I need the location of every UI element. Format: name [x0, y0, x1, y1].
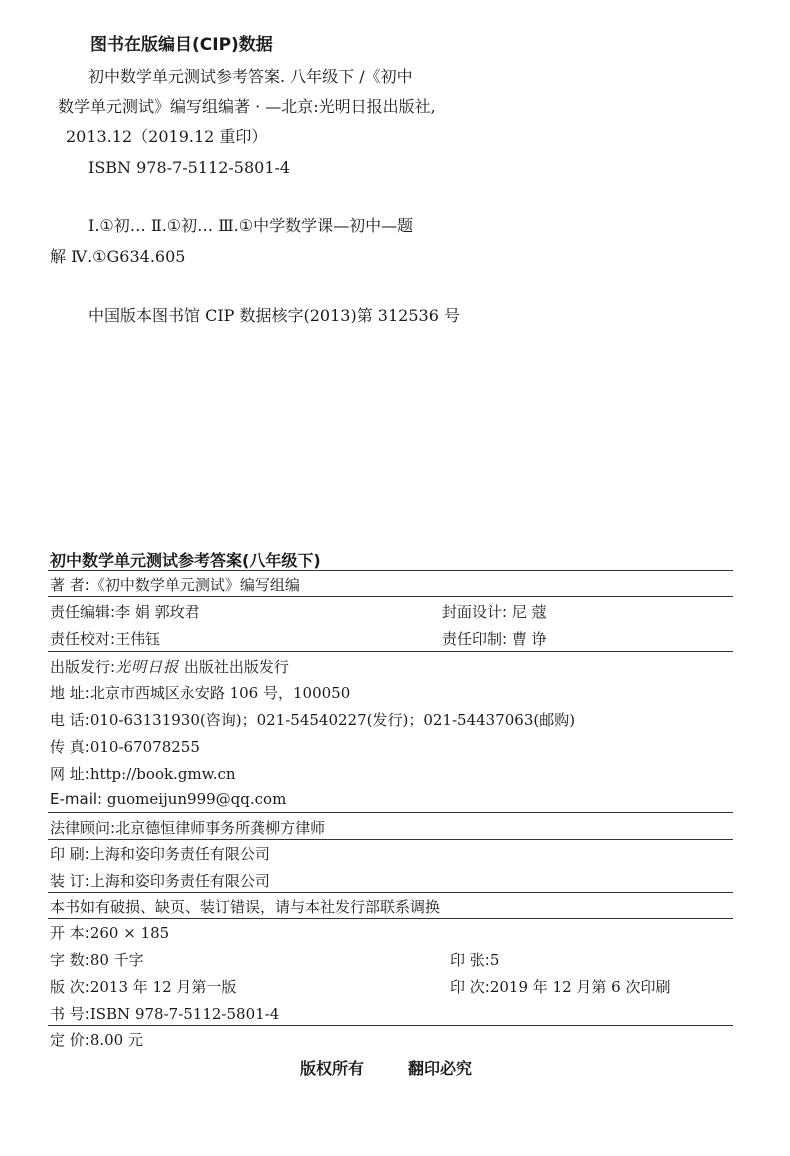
fax-value: 010-67078255 [89, 738, 200, 756]
words-value: 80 千字 [89, 951, 144, 969]
edition-label: 版 次: [50, 978, 90, 996]
impression-row [450, 976, 670, 997]
fax-label: 传 真: [50, 738, 90, 756]
email-row [50, 790, 286, 808]
author-label: 著 者: [50, 576, 90, 594]
divider [48, 651, 733, 652]
cip-line-3: 2013.12（2019.12 重印） [66, 127, 268, 146]
printer-row [50, 843, 270, 864]
words-row [50, 949, 144, 970]
isbn-row [50, 1003, 279, 1024]
legal-row [50, 817, 325, 838]
divider [48, 1025, 733, 1026]
proof-row [50, 628, 160, 649]
piracy-warning: 翻印必究 [408, 1059, 473, 1078]
impression-label: 印 次: [450, 978, 490, 996]
edition-row [50, 976, 236, 997]
publisher-row [50, 656, 289, 677]
divider [48, 839, 733, 840]
sheets-row [450, 949, 499, 970]
binder-row [50, 870, 270, 891]
proof-label: 责任校对: [50, 630, 116, 648]
author-row [50, 574, 300, 595]
binder-label: 装 订: [50, 872, 90, 890]
phone-value: 010-63131930(咨询)；021-54540227(发行)；021-54437063(邮购) [89, 711, 576, 729]
editor-value: 李 娟 郭玫君 [115, 603, 200, 621]
email-value: guomeijun999@qq.com [106, 790, 287, 808]
editor-row [50, 601, 200, 622]
print-chief-value: 曹 诤 [511, 630, 547, 648]
price-value: 8.00 元 [89, 1031, 143, 1049]
edition-value: 2013 年 12 月第一版 [89, 978, 237, 996]
email-label: E-mail: [50, 790, 103, 808]
format-value: 260 × 185 [89, 924, 170, 942]
legal-label: 法律顾问: [50, 819, 116, 837]
notice: 本书如有破损、缺页、装订错误，请与本社发行部联系调换 [50, 898, 441, 916]
web-label: 网 址: [50, 765, 90, 783]
cover-row [442, 601, 547, 622]
divider [48, 812, 733, 813]
book-title: 初中数学单元测试参考答案(八年级下) [50, 551, 321, 570]
address-label: 地 址: [50, 684, 90, 702]
sheets-value: 5 [489, 951, 500, 969]
publisher-value: 出版社出版发行 [183, 658, 289, 676]
printer-value: 上海和姿印务责任有限公司 [89, 845, 270, 863]
cip-isbn: ISBN 978-7-5112-5801-4 [88, 158, 291, 177]
price-label: 定 价: [50, 1031, 90, 1049]
cip-classification-cont: 解 Ⅳ.①G634.605 [50, 247, 186, 266]
editor-label: 责任编辑: [50, 603, 116, 621]
cip-line-1: 初中数学单元测试参考答案. 八年级下 /《初中 [88, 67, 413, 86]
cover-value: 尼 蔻 [511, 603, 547, 621]
address-value: 北京市西城区永安路 106 号，100050 [89, 684, 351, 702]
address-row [50, 682, 350, 703]
rights-reserved: 版权所有 [300, 1059, 365, 1078]
printer-label: 印 刷: [50, 845, 90, 863]
phone-label: 电 话: [50, 711, 90, 729]
words-label: 字 数: [50, 951, 90, 969]
publisher-label: 出版发行: [50, 658, 116, 676]
phone-row [50, 709, 575, 730]
sheets-label: 印 张: [450, 951, 490, 969]
legal-value: 北京德恒律师事务所龚柳方律师 [115, 819, 326, 837]
fax-row [50, 736, 200, 757]
print-chief-row [442, 628, 547, 649]
cover-label: 封面设计: [442, 603, 508, 621]
web-value: http://book.gmw.cn [89, 765, 236, 783]
isbn-label: 书 号: [50, 1005, 90, 1023]
format-label: 开 本: [50, 924, 90, 942]
format-row [50, 922, 169, 943]
divider [48, 570, 733, 571]
print-chief-label: 责任印制: [442, 630, 508, 648]
proof-value: 王伟钰 [115, 630, 161, 648]
cip-title: 图书在版编目(CIP)数据 [90, 35, 273, 55]
binder-value: 上海和姿印务责任有限公司 [89, 872, 270, 890]
cip-classification: Ⅰ.①初… Ⅱ.①初… Ⅲ.①中学数学课—初中—题 [88, 216, 414, 235]
isbn-value: ISBN 978-7-5112-5801-4 [89, 1005, 280, 1023]
publisher-seal: 光明日报 [115, 658, 180, 676]
divider [48, 596, 733, 597]
cip-record-number: 中国版本图书馆 CIP 数据核字(2013)第 312536 号 [88, 306, 460, 325]
web-row [50, 763, 236, 784]
impression-value: 2019 年 12 月第 6 次印刷 [489, 978, 671, 996]
divider [48, 892, 733, 893]
divider [48, 918, 733, 919]
price-row [50, 1029, 143, 1050]
author-value: 《初中数学单元测试》编写组编 [89, 576, 300, 594]
cip-line-2: 数学单元测试》编写组编著 · —北京:光明日报出版社, [58, 97, 436, 116]
